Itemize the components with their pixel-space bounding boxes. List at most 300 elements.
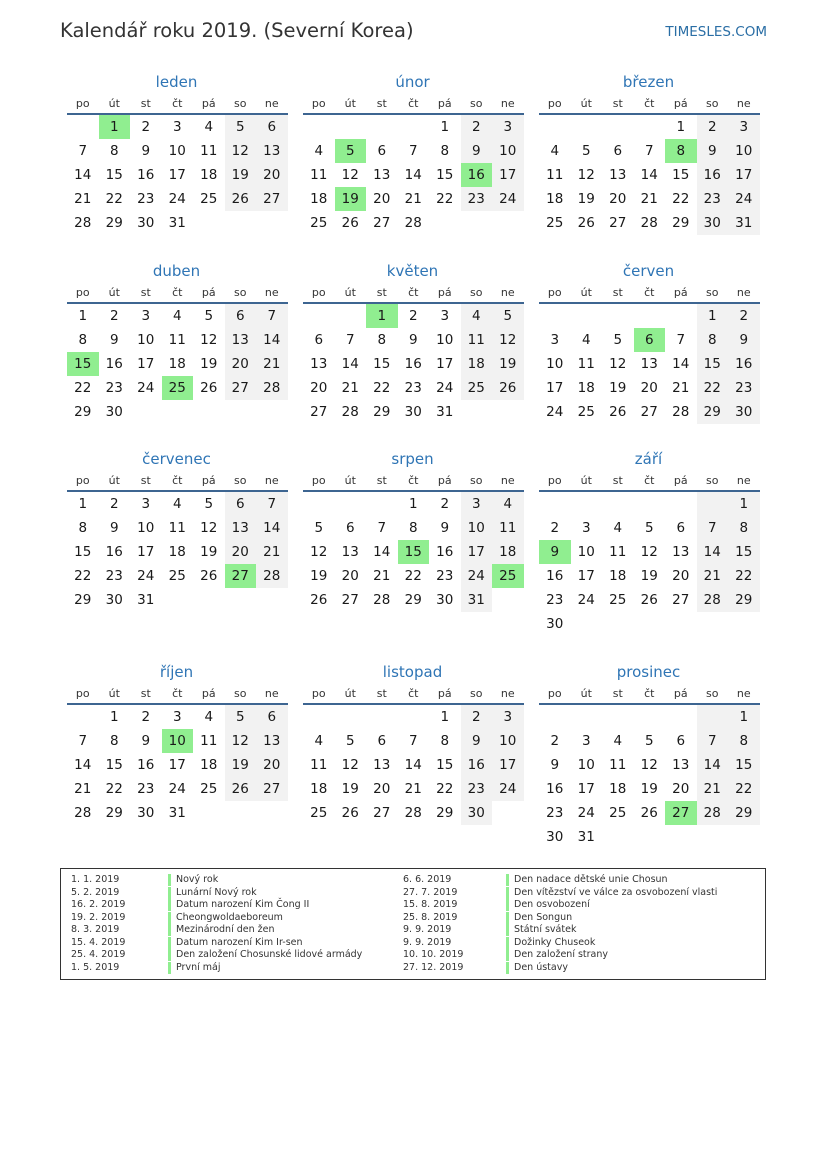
day-cell: 27	[310, 404, 328, 420]
day-cell: 28	[640, 215, 658, 231]
day-cell: 26	[200, 380, 218, 396]
weekday-header: čt	[634, 472, 666, 492]
day-cell: 3	[728, 115, 760, 139]
day-cell: 20	[640, 380, 658, 396]
holiday-day-cell: 5	[335, 139, 367, 163]
day-cell: 4	[314, 143, 324, 159]
day-cell: 12	[577, 167, 595, 183]
legend-marker	[168, 949, 171, 961]
weekday-header: pá	[193, 284, 225, 304]
day-cell: 21	[404, 781, 422, 797]
day-cell: 17	[492, 163, 524, 187]
empty-day-cell	[539, 304, 571, 328]
legend-holiday-name: Mezinárodní den žen	[176, 924, 275, 935]
day-cell: 20	[609, 191, 627, 207]
weekday-header: st	[366, 284, 398, 304]
day-cell: 15	[373, 356, 391, 372]
day-cell: 4	[172, 496, 182, 512]
day-cell: 17	[168, 757, 186, 773]
legend-holiday-name: Datum narození Kim Čong II	[176, 899, 310, 910]
empty-day-cell	[602, 115, 634, 139]
month-10	[67, 662, 287, 825]
day-cell: 31	[137, 592, 155, 608]
legend-date: 15. 8. 2019	[403, 899, 458, 910]
holiday-day-cell: 1	[366, 304, 398, 328]
day-cell: 7	[345, 332, 355, 348]
weekday-header: ne	[492, 284, 524, 304]
day-cell: 28	[697, 801, 729, 825]
legend-marker	[168, 937, 171, 949]
day-cell: 2	[109, 496, 119, 512]
empty-day-cell	[303, 492, 335, 516]
weekday-header: ne	[256, 685, 288, 705]
day-cell: 10	[137, 520, 155, 536]
day-cell: 29	[436, 805, 454, 821]
weekday-header: po	[303, 95, 335, 115]
day-cell: 5	[204, 308, 214, 324]
day-cell: 15	[672, 167, 690, 183]
day-cell: 3	[550, 332, 560, 348]
month-3	[539, 72, 759, 235]
empty-day-cell	[67, 115, 99, 139]
weekday-header: ne	[256, 95, 288, 115]
day-cell: 4	[492, 492, 524, 516]
day-cell: 9	[440, 520, 450, 536]
empty-day-cell	[602, 825, 634, 849]
day-cell: 10	[492, 729, 524, 753]
weekday-header: čt	[398, 95, 430, 115]
day-cell: 23	[137, 191, 155, 207]
day-cell: 27	[672, 592, 690, 608]
month-2	[303, 72, 523, 235]
day-cell: 6	[225, 304, 257, 328]
day-cell: 28	[74, 215, 92, 231]
day-cell: 23	[461, 777, 493, 801]
month-8	[303, 449, 523, 612]
day-cell: 23	[697, 187, 729, 211]
month-name: říjen	[159, 663, 194, 681]
day-cell: 22	[404, 568, 422, 584]
day-cell: 20	[256, 753, 288, 777]
weekday-header: čt	[634, 284, 666, 304]
day-cell: 12	[200, 332, 218, 348]
weekday-header: út	[571, 284, 603, 304]
day-cell: 29	[404, 592, 422, 608]
day-cell: 20	[310, 380, 328, 396]
day-cell: 7	[408, 143, 418, 159]
day-cell: 5	[225, 705, 257, 729]
month-days-grid	[67, 95, 287, 235]
day-cell: 14	[404, 167, 422, 183]
day-cell: 28	[672, 404, 690, 420]
day-cell: 24	[546, 404, 564, 420]
day-cell: 28	[341, 404, 359, 420]
day-cell: 9	[408, 332, 418, 348]
empty-day-cell	[571, 492, 603, 516]
day-cell: 6	[225, 492, 257, 516]
day-cell: 22	[74, 568, 92, 584]
day-cell: 24	[492, 187, 524, 211]
day-cell: 31	[436, 404, 454, 420]
day-cell: 19	[640, 568, 658, 584]
weekday-header: st	[130, 472, 162, 492]
day-cell: 27	[373, 215, 391, 231]
day-cell: 15	[105, 167, 123, 183]
legend-holiday-name: Nový rok	[176, 874, 219, 885]
day-cell: 29	[728, 801, 760, 825]
month-days-grid	[539, 472, 759, 636]
holiday-day-cell: 25	[162, 376, 194, 400]
month-days-grid	[539, 95, 759, 235]
day-cell: 7	[697, 729, 729, 753]
day-cell: 2	[697, 115, 729, 139]
day-cell: 11	[310, 167, 328, 183]
weekday-header: pá	[665, 284, 697, 304]
day-cell: 29	[105, 805, 123, 821]
day-cell: 28	[373, 592, 391, 608]
day-cell: 1	[728, 492, 760, 516]
day-cell: 26	[640, 592, 658, 608]
day-cell: 25	[168, 568, 186, 584]
day-cell: 19	[310, 568, 328, 584]
day-cell: 14	[373, 544, 391, 560]
weekday-header: st	[602, 284, 634, 304]
day-cell: 20	[225, 352, 257, 376]
day-cell: 8	[728, 516, 760, 540]
day-cell: 15	[436, 757, 454, 773]
day-cell: 10	[461, 516, 493, 540]
weekday-header: pá	[193, 95, 225, 115]
day-cell: 24	[436, 380, 454, 396]
day-cell: 29	[672, 215, 690, 231]
month-days-grid	[539, 284, 759, 424]
weekday-header: pá	[665, 472, 697, 492]
day-cell: 3	[141, 496, 151, 512]
day-cell: 12	[310, 544, 328, 560]
day-cell: 23	[728, 376, 760, 400]
day-cell: 28	[256, 564, 288, 588]
month-name: červenec	[142, 450, 211, 468]
day-cell: 23	[546, 805, 564, 821]
day-cell: 7	[256, 304, 288, 328]
weekday-header: po	[539, 685, 571, 705]
day-cell: 12	[640, 757, 658, 773]
day-cell: 18	[492, 540, 524, 564]
legend-marker	[506, 874, 509, 886]
weekday-header: st	[602, 472, 634, 492]
legend-holiday-name: Den osvobození	[514, 899, 590, 910]
empty-day-cell	[571, 304, 603, 328]
weekday-header: po	[539, 95, 571, 115]
day-cell: 19	[225, 163, 257, 187]
day-cell: 5	[644, 520, 654, 536]
empty-day-cell	[256, 588, 288, 612]
weekday-header: st	[366, 95, 398, 115]
day-cell: 19	[640, 781, 658, 797]
day-cell: 16	[461, 753, 493, 777]
day-cell: 13	[672, 544, 690, 560]
empty-day-cell	[256, 211, 288, 235]
empty-day-cell	[193, 801, 225, 825]
weekday-header: so	[225, 685, 257, 705]
day-cell: 13	[225, 328, 257, 352]
empty-day-cell	[665, 612, 697, 636]
empty-day-cell	[634, 115, 666, 139]
holiday-legend	[60, 868, 766, 980]
weekday-header: so	[225, 472, 257, 492]
day-cell: 30	[461, 801, 493, 825]
day-cell: 23	[105, 380, 123, 396]
day-cell: 10	[492, 139, 524, 163]
legend-date: 8. 3. 2019	[71, 924, 120, 935]
legend-holiday-name: Den založení Chosunské lidové armády	[176, 949, 363, 960]
empty-day-cell	[193, 211, 225, 235]
weekday-header: so	[697, 95, 729, 115]
empty-day-cell	[634, 825, 666, 849]
day-cell: 20	[373, 191, 391, 207]
legend-holiday-name: Den založení strany	[514, 949, 609, 960]
day-cell: 20	[256, 163, 288, 187]
day-cell: 10	[546, 356, 564, 372]
day-cell: 2	[408, 308, 418, 324]
day-cell: 7	[78, 733, 88, 749]
month-name: listopad	[382, 663, 443, 681]
weekday-header: út	[99, 472, 131, 492]
day-cell: 22	[728, 777, 760, 801]
day-cell: 2	[109, 308, 119, 324]
day-cell: 16	[546, 781, 564, 797]
empty-day-cell	[225, 211, 257, 235]
empty-day-cell	[303, 115, 335, 139]
day-cell: 11	[168, 520, 186, 536]
day-cell: 2	[141, 709, 151, 725]
empty-day-cell	[67, 705, 99, 729]
day-cell: 19	[492, 352, 524, 376]
day-cell: 3	[581, 520, 591, 536]
day-cell: 22	[728, 564, 760, 588]
weekday-header: ne	[492, 472, 524, 492]
day-cell: 24	[577, 805, 595, 821]
day-cell: 21	[256, 352, 288, 376]
empty-day-cell	[634, 492, 666, 516]
weekday-header: pá	[193, 685, 225, 705]
legend-date: 27. 12. 2019	[403, 961, 464, 973]
weekday-header: pá	[665, 95, 697, 115]
holiday-day-cell: 19	[335, 187, 367, 211]
month-days-grid	[67, 685, 287, 825]
day-cell: 1	[78, 308, 88, 324]
weekday-header: so	[461, 472, 493, 492]
day-cell: 15	[728, 753, 760, 777]
day-cell: 6	[314, 332, 324, 348]
day-cell: 27	[373, 805, 391, 821]
empty-day-cell	[492, 211, 524, 235]
empty-day-cell	[492, 801, 524, 825]
weekday-header: čt	[398, 284, 430, 304]
day-cell: 12	[609, 356, 627, 372]
legend-holiday-name: Lunární Nový rok	[176, 886, 257, 898]
month-days-grid	[303, 284, 523, 424]
month-6	[539, 261, 759, 424]
legend-date: 10. 10. 2019	[403, 949, 464, 960]
day-cell: 2	[141, 119, 151, 135]
day-cell: 24	[137, 380, 155, 396]
day-cell: 27	[225, 376, 257, 400]
empty-day-cell	[728, 825, 760, 849]
day-cell: 1	[728, 705, 760, 729]
day-cell: 11	[609, 757, 627, 773]
month-days-grid	[67, 284, 287, 424]
day-cell: 24	[168, 191, 186, 207]
day-cell: 12	[341, 167, 359, 183]
empty-day-cell	[335, 304, 367, 328]
weekday-header: po	[539, 472, 571, 492]
weekday-header: út	[335, 95, 367, 115]
legend-marker	[506, 949, 509, 961]
day-cell: 18	[168, 356, 186, 372]
legend-date: 5. 2. 2019	[71, 886, 120, 898]
day-cell: 15	[74, 544, 92, 560]
day-cell: 1	[78, 496, 88, 512]
weekday-header: čt	[162, 284, 194, 304]
day-cell: 11	[200, 733, 218, 749]
legend-marker	[168, 912, 171, 924]
weekday-header: st	[366, 472, 398, 492]
empty-day-cell	[225, 801, 257, 825]
day-cell: 19	[200, 356, 218, 372]
weekday-header: st	[602, 95, 634, 115]
holiday-day-cell: 8	[665, 139, 697, 163]
month-name: srpen	[391, 450, 434, 468]
empty-day-cell	[634, 612, 666, 636]
day-cell: 6	[377, 733, 387, 749]
legend-holiday-name: Den vítězství ve válce za osvobození vlasti	[514, 886, 718, 898]
empty-day-cell	[366, 492, 398, 516]
month-days-grid	[303, 472, 523, 612]
empty-day-cell	[303, 304, 335, 328]
day-cell: 2	[461, 115, 493, 139]
day-cell: 7	[256, 492, 288, 516]
day-cell: 9	[550, 757, 560, 773]
day-cell: 21	[256, 540, 288, 564]
day-cell: 22	[105, 191, 123, 207]
holiday-day-cell: 25	[492, 564, 524, 588]
day-cell: 10	[168, 143, 186, 159]
weekday-header: pá	[429, 95, 461, 115]
day-cell: 26	[577, 215, 595, 231]
day-cell: 17	[492, 753, 524, 777]
empty-day-cell	[193, 400, 225, 424]
empty-day-cell	[539, 492, 571, 516]
empty-day-cell	[366, 115, 398, 139]
day-cell: 9	[728, 328, 760, 352]
day-cell: 12	[225, 729, 257, 753]
day-cell: 9	[109, 520, 119, 536]
legend-date: 27. 7. 2019	[403, 886, 458, 898]
legend-holiday-name: Státní svátek	[514, 924, 577, 935]
empty-day-cell	[461, 211, 493, 235]
day-cell: 18	[200, 757, 218, 773]
day-cell: 7	[697, 516, 729, 540]
day-cell: 26	[341, 215, 359, 231]
day-cell: 2	[728, 304, 760, 328]
legend-date: 19. 2. 2019	[71, 911, 126, 923]
day-cell: 6	[377, 143, 387, 159]
weekday-header: st	[366, 685, 398, 705]
empty-day-cell	[634, 304, 666, 328]
weekday-header: po	[539, 284, 571, 304]
day-cell: 13	[225, 516, 257, 540]
day-cell: 9	[109, 332, 119, 348]
day-cell: 30	[728, 400, 760, 424]
day-cell: 27	[256, 777, 288, 801]
holiday-day-cell: 15	[398, 540, 430, 564]
day-cell: 1	[440, 119, 450, 135]
day-cell: 11	[577, 356, 595, 372]
day-cell: 4	[613, 520, 623, 536]
day-cell: 13	[310, 356, 328, 372]
empty-day-cell	[571, 115, 603, 139]
day-cell: 30	[697, 211, 729, 235]
day-cell: 3	[492, 705, 524, 729]
month-1	[67, 72, 287, 235]
day-cell: 20	[672, 781, 690, 797]
month-4	[67, 261, 287, 424]
empty-day-cell	[492, 400, 524, 424]
weekday-header: st	[130, 685, 162, 705]
day-cell: 5	[345, 733, 355, 749]
day-cell: 12	[492, 328, 524, 352]
empty-day-cell	[193, 588, 225, 612]
holiday-day-cell: 27	[665, 801, 697, 825]
legend-holiday-name: První máj	[176, 961, 221, 973]
holiday-day-cell: 27	[225, 564, 257, 588]
empty-day-cell	[665, 304, 697, 328]
day-cell: 9	[461, 139, 493, 163]
day-cell: 10	[577, 544, 595, 560]
day-cell: 31	[577, 829, 595, 845]
weekday-header: po	[67, 685, 99, 705]
day-cell: 17	[168, 167, 186, 183]
legend-marker	[506, 937, 509, 949]
empty-day-cell	[429, 211, 461, 235]
month-name: březen	[622, 73, 675, 91]
holiday-day-cell: 9	[539, 540, 571, 564]
empty-day-cell	[335, 705, 367, 729]
month-name: prosinec	[616, 663, 681, 681]
day-cell: 13	[672, 757, 690, 773]
day-cell: 15	[728, 540, 760, 564]
day-cell: 17	[728, 163, 760, 187]
day-cell: 22	[105, 781, 123, 797]
empty-day-cell	[225, 400, 257, 424]
site-link[interactable]: TIMESLES.COM	[665, 24, 767, 40]
empty-day-cell	[602, 705, 634, 729]
day-cell: 2	[550, 520, 560, 536]
day-cell: 4	[550, 143, 560, 159]
day-cell: 23	[137, 781, 155, 797]
legend-date: 6. 6. 2019	[403, 874, 452, 885]
legend-holiday-name: Den ústavy	[514, 961, 568, 973]
empty-day-cell	[602, 612, 634, 636]
day-cell: 22	[373, 380, 391, 396]
legend-date: 15. 4. 2019	[71, 936, 126, 948]
empty-day-cell	[602, 304, 634, 328]
day-cell: 22	[436, 191, 454, 207]
weekday-header: pá	[193, 472, 225, 492]
legend-date: 25. 4. 2019	[71, 949, 126, 960]
weekday-header: so	[225, 95, 257, 115]
